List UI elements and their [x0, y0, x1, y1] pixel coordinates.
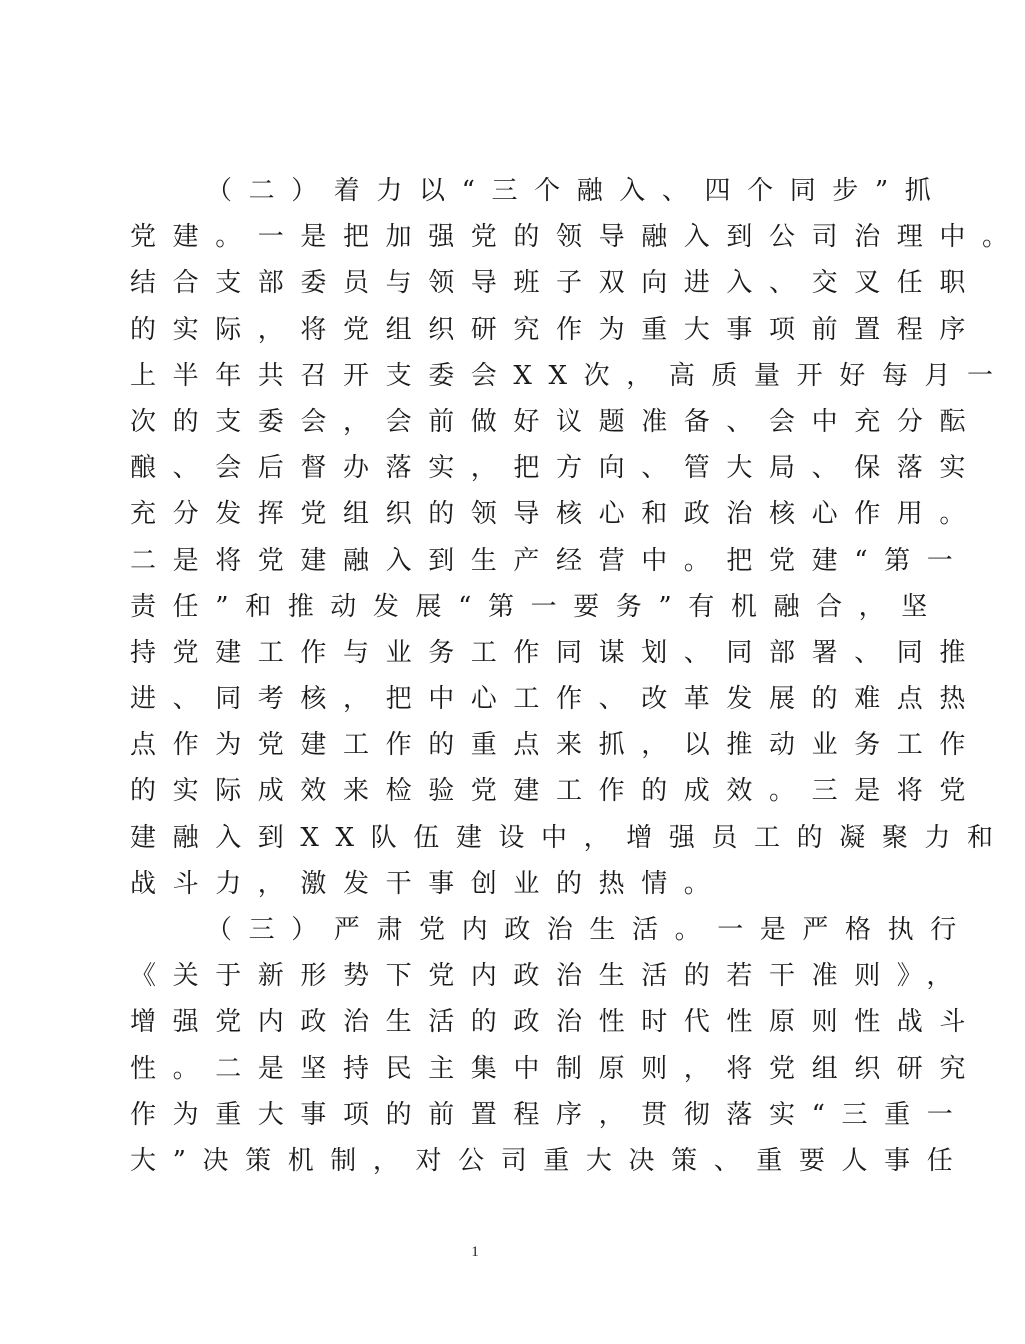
paragraph-line: 建融入到XX队伍建设中，增强员工的凝聚力和 [130, 822, 1010, 853]
paragraph-line: 持党建工作与业务工作同谋划、同部署、同推 [130, 637, 983, 668]
body-text [130, 168, 1025, 1184]
page-number: 1 [471, 1244, 479, 1260]
paragraph-line: 战斗力，激发干事创业的热情。 [130, 868, 727, 899]
paragraph-line: 上半年共召开支委会XX次，高质量开好每月一 [130, 360, 1010, 391]
paragraph-line: 大”决策机制，对公司重大决策、重要人事任 [130, 1145, 970, 1176]
paragraph-line: （二）着力以“三个融入、四个同步”抓 [206, 176, 948, 206]
paragraph-line: 进、同考核，把中心工作、改革发展的难点热 [130, 684, 983, 715]
paragraph-line: 作为重大事项的前置程序，贯彻落实“三重一 [130, 1099, 970, 1130]
paragraph-line: 二是将党建融入到生产经营中。把党建“第一 [130, 545, 970, 576]
paragraph-line: 的实际，将党组织研究作为重大事项前置程序 [130, 314, 983, 345]
paragraph-line: 责任”和推动发展“第一要务”有机融合，坚 [130, 591, 944, 622]
paragraph-line: 酿、会后督办落实，把方向、管大局、保落实 [130, 453, 983, 484]
paragraph-line: 党建。一是把加强党的领导融入到公司治理中。 [130, 222, 1025, 253]
paragraph-line: 性。二是坚持民主集中制原则，将党组织研究 [130, 1053, 983, 1084]
paragraph-line: 《关于新形势下党内政治生活的若干准则》， [130, 961, 970, 992]
paragraph-line: 点作为党建工作的重点来抓，以推动业务工作 [130, 730, 983, 761]
paragraph-line: 的实际成效来检验党建工作的成效。三是将党 [130, 776, 983, 807]
paragraph-line: 充分发挥党组织的领导核心和政治核心作用。 [130, 499, 983, 530]
paragraph-line: 结合支部委员与领导班子双向进入、交叉任职 [130, 268, 983, 299]
paragraph-line: 次的支委会，会前做好议题准备、会中充分酝 [130, 406, 983, 437]
paragraph-line: 增强党内政治生活的政治性时代性原则性战斗 [130, 1007, 983, 1038]
paragraph-line: （三）严肃党内政治生活。一是严格执行 [206, 915, 973, 945]
